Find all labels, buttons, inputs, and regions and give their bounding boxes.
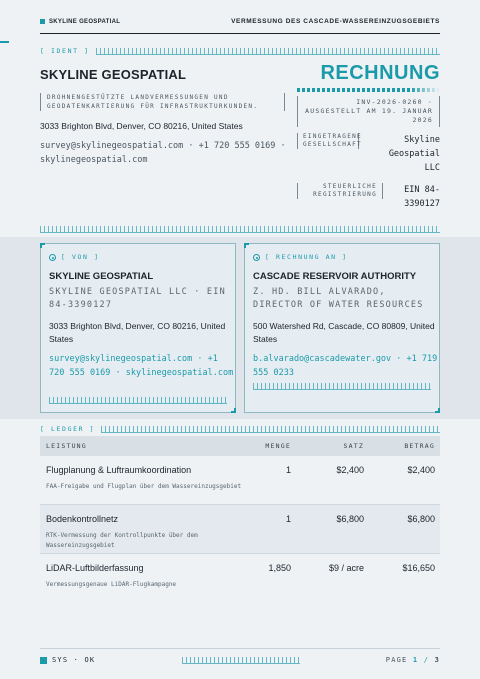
company-address: 3033 Brighton Blvd, Denver, CO 80216, United States: [40, 121, 243, 131]
col-satz: SATZ: [343, 442, 364, 450]
target-icon: [253, 254, 260, 261]
ledger-section-label: [40, 425, 440, 433]
bill-to-contact[interactable]: b.alvarado@cascadewater.gov · +1 719 555 0233: [253, 354, 438, 378]
registered-label: EINGETRAGENE GESELLSCHAFT: [297, 133, 359, 149]
row-amount: $2,400: [407, 465, 435, 475]
row-description: LiDAR-Luftbilderfassung: [46, 563, 144, 573]
margin-tick: [0, 41, 9, 43]
from-contact[interactable]: survey@skylinegeospatial.com · +1 720 555 0169 · skylinegeospatial.com: [49, 354, 234, 378]
row-qty: 1: [285, 514, 291, 524]
table-row: [40, 505, 440, 554]
header-document-title: VERMESSUNG DES CASCADE-WASSEREINZUGSGEBIETS: [231, 18, 440, 25]
from-ruler: [49, 397, 227, 404]
col-betrag: BETRAG: [404, 442, 435, 450]
ledger-label-text: [ LEDGER ]: [40, 425, 96, 433]
row-description: Bodenkontrollnetz: [46, 514, 119, 524]
col-menge: MENGE: [265, 442, 291, 450]
from-label-text: [ VON ]: [61, 253, 100, 261]
row-rate: $9 / acre: [328, 563, 364, 573]
ident-label-text: [ IDENT ]: [40, 47, 90, 55]
header-brand: [40, 19, 120, 25]
row-rate: $2,400: [336, 465, 364, 475]
table-row: [40, 554, 440, 603]
page-separator: /: [423, 656, 430, 664]
table-row: [40, 456, 440, 505]
document-header: [40, 14, 440, 34]
invoice-title: RECHNUNG: [320, 62, 440, 84]
system-status: [40, 656, 95, 664]
from-card: [40, 243, 236, 413]
registered-entity: [297, 133, 440, 175]
page-current: 1: [412, 656, 419, 664]
bill-to-label: [253, 253, 348, 261]
page-prefix: PAGE: [385, 656, 408, 664]
header-brand-name: SKYLINE GEOSPATIAL: [49, 18, 121, 25]
bill-to-name: CASCADE RESERVOIR AUTHORITY: [253, 271, 417, 282]
row-qty: 1,850: [268, 563, 291, 573]
tax-label: STEUERLICHE REGISTRIERUNG: [297, 183, 383, 199]
company-contact: survey@skylinegeospatial.com · +1 720 555 0169 · skylinegeospatial.com: [40, 141, 286, 165]
bill-to-card: [244, 243, 440, 413]
ident-section-label: [40, 47, 440, 55]
row-amount: $6,800: [407, 514, 435, 524]
col-leistung: LEISTUNG: [46, 442, 87, 450]
tax-value: EIN 84-3390127: [404, 185, 440, 209]
bill-to-label-text: [ RECHNUNG AN ]: [265, 253, 348, 261]
status-square-icon: [40, 657, 47, 664]
invoice-number-date: INV-2026-0260 · AUSGESTELLT AM 19. JANUAR 2026: [297, 96, 440, 127]
page-indicator: [386, 656, 440, 664]
bill-to-attn: Z. HD. BILL ALVARADO, DIRECTOR OF WATER RESOURCES: [253, 287, 424, 310]
row-qty: 1: [285, 465, 291, 475]
company-tagline: DROHNENGESTÜTZTE LANDVERMESSUNGEN UND GEODATENKARTIERUNG FÜR INFRASTRUKTURKUNDEN.: [40, 93, 285, 111]
company-name: SKYLINE GEOSPATIAL: [40, 67, 187, 82]
row-description: Flugplanung & Luftraumkoordination: [46, 465, 192, 475]
bill-to-address: 500 Watershed Rd, Cascade, CO 80809, United States: [253, 321, 435, 344]
ident-ruler: [96, 48, 440, 55]
brand-square-icon: [40, 19, 45, 24]
ledger-header-row: [40, 436, 440, 456]
ident-bottom-ruler: [40, 226, 440, 233]
row-detail: FAA-Freigabe und Flugplan über dem Wassereinzugsgebiet: [46, 483, 242, 490]
invoice-title-bar: [297, 88, 440, 92]
registered-value: Skyline Geospatial LLC: [388, 135, 440, 173]
row-detail: RTK-Vermessung der Kontrollpunkte über dem Wassereinzugsgebiet: [46, 532, 198, 549]
row-detail: Vermessungsgenaue LiDAR-Flugkampagne: [46, 581, 177, 588]
page-total: 3: [434, 656, 440, 664]
bill-to-ruler: [253, 383, 431, 390]
target-icon: [49, 254, 56, 261]
footer-ruler: [182, 657, 300, 664]
ledger-ruler: [101, 426, 440, 433]
from-label: [49, 253, 100, 261]
row-amount: $16,650: [402, 563, 435, 573]
ledger-table: [40, 436, 440, 603]
from-name: SKYLINE GEOSPATIAL: [49, 271, 154, 282]
tax-registration: [297, 183, 440, 211]
from-address: 3033 Brighton Blvd, Denver, CO 80216, United States: [49, 321, 226, 344]
status-text: SYS · OK: [52, 656, 96, 664]
footer-divider: [40, 648, 440, 649]
from-legal: SKYLINE GEOSPATIAL LLC · EIN 84-3390127: [49, 287, 226, 310]
row-rate: $6,800: [336, 514, 364, 524]
